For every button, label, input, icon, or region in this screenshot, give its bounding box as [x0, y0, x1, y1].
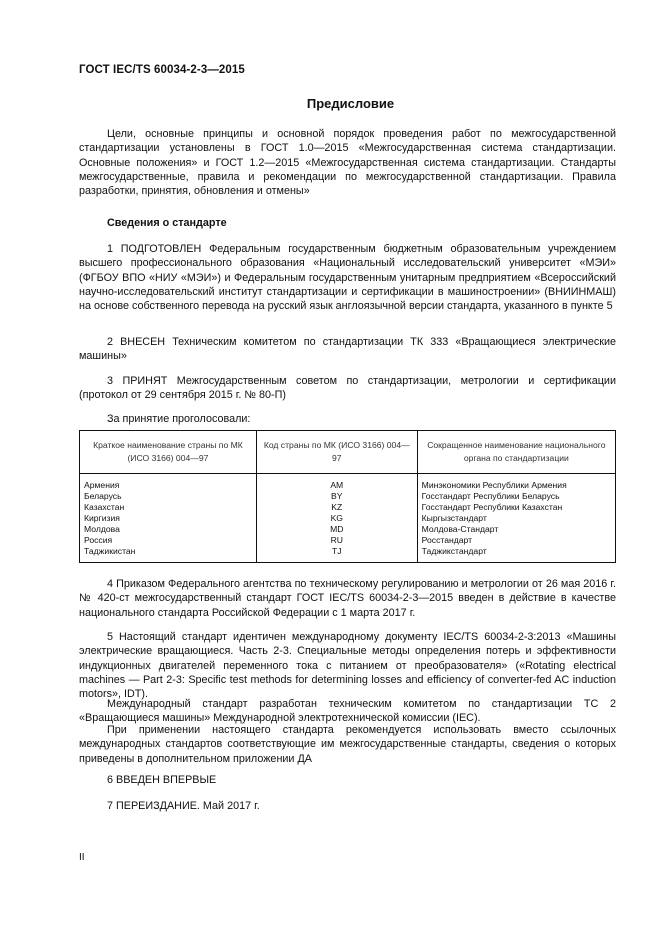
table-row [80, 513, 616, 524]
item-4-order: 4 Приказом Федерального агентства по техническому регулированию и метрологии от 26 мая 2016 г. № 420-ст межгосударственный стандарт ГОСТ IEC/TS 60034-2-3—2015 введен в действие в качестве национального стандарта Российской Федерации с 1 марта 2017 г. [79, 578, 616, 619]
table-row [80, 491, 616, 502]
standards-body: Кыргызстандарт [417, 513, 615, 524]
item-2-introduced: 2 ВНЕСЕН Техническим комитетом по стандартизации ТК 333 «Вращающиеся электрические машины» [79, 336, 616, 363]
table-row [80, 535, 616, 546]
table-row [80, 502, 616, 513]
country-name: Беларусь [80, 491, 257, 502]
country-code: KZ [256, 502, 417, 513]
standards-body: Госстандарт Республики Беларусь [417, 491, 615, 502]
country-name: Казахстан [80, 502, 257, 513]
intro-paragraph: Цели, основные принципы и основной порядок проведения работ по межгосударственной стандартизации установлены в ГОСТ 1.0—2015 «Межгосударственная система стандартизации. Основные положения» и ГОСТ 1.2—2015 «Межгосударственная система стандартизации. Стандарты межгосударственные, правила и рекомендации по межгосударственной стандартизации. Правила разработки, принятия, обновления и отмены» [79, 128, 616, 198]
document-header: ГОСТ IEC/TS 60034-2-3—2015 [79, 64, 245, 76]
table-row [80, 546, 616, 563]
country-code: RU [256, 535, 417, 546]
page-number: II [79, 852, 85, 863]
country-name: Армения [80, 474, 257, 492]
country-code: TJ [256, 546, 417, 563]
item-5-developer: Международный стандарт разработан техническим комитетом по стандартизации TC 2 «Вращающиеся машины» Международной электротехнической комиссии (IEC). [79, 698, 616, 725]
item-7-reissue: 7 ПЕРЕИЗДАНИЕ. Май 2017 г. [107, 800, 260, 812]
standards-body: Таджикстандарт [417, 546, 615, 563]
country-name: Киргизия [80, 513, 257, 524]
country-code: AM [256, 474, 417, 492]
header-standards-body: Сокращенное наименование национального органа по стандартизации [417, 431, 615, 474]
section-subheading: Сведения о стандарте [107, 217, 227, 229]
standards-body: Минэкономики Республики Армения [417, 474, 615, 492]
standards-body: Росстандарт [417, 535, 615, 546]
item-3-adopted: 3 ПРИНЯТ Межгосударственным советом по стандартизации, метрологии и сертификации (протокол от 29 сентября 2015 г. № 80-П) [79, 375, 616, 402]
item-1-prepared: 1 ПОДГОТОВЛЕН Федеральным государственным бюджетным образовательным учреждением высшего профессионального образования «Национальный исследовательский университет «МЭИ» (ФГБОУ ВПО «НИУ «МЭИ») и Федеральным государственным унитарным предприятием «Всероссийский научно-исследовательский институт стандартизации и сертификации в машиностроении» (ВНИИНМАШ) на основе собственного перевода на русский язык англоязычной версии стандарта, указанного в пункте 5 [79, 243, 616, 313]
table-row [80, 474, 616, 492]
voting-table [79, 430, 616, 563]
country-name: Таджикистан [80, 546, 257, 563]
country-code: MD [256, 524, 417, 535]
item-5-application: При применении настоящего стандарта рекомендуется использовать вместо ссылочных международных стандартов соответствующие им межгосударственные стандарты, сведения о которых приведены в дополнительном приложении ДА [79, 724, 616, 765]
table-header-row [80, 431, 616, 474]
standards-body: Молдова-Стандарт [417, 524, 615, 535]
country-code: BY [256, 491, 417, 502]
header-country-name: Краткое наименование страны по МК (ИСО 3166) 004—97 [80, 431, 257, 474]
header-country-code: Код страны по МК (ИСО 3166) 004—97 [256, 431, 417, 474]
voting-table-wrapper [79, 430, 616, 563]
vote-label: За принятие проголосовали: [107, 413, 251, 425]
standards-body: Госстандарт Республики Казахстан [417, 502, 615, 513]
item-5-identical: 5 Настоящий стандарт идентичен международному документу IEC/TS 60034-2-3:2013 «Машины электрические вращающиеся. Часть 2-3. Специальные методы определения потерь и эффективности индукционных двигателей переменного тока с питанием от преобразователя» («Rotating electrical machines — Part 2-3: Specific test methods for determining losses and efficiency of converter-fed AC induction motors», IDT). [79, 631, 616, 701]
item-6-first-introduced: 6 ВВЕДЕН ВПЕРВЫЕ [107, 774, 217, 786]
country-name: Молдова [80, 524, 257, 535]
country-name: Россия [80, 535, 257, 546]
page-title: Предисловие [306, 96, 395, 111]
table-row [80, 524, 616, 535]
country-code: KG [256, 513, 417, 524]
